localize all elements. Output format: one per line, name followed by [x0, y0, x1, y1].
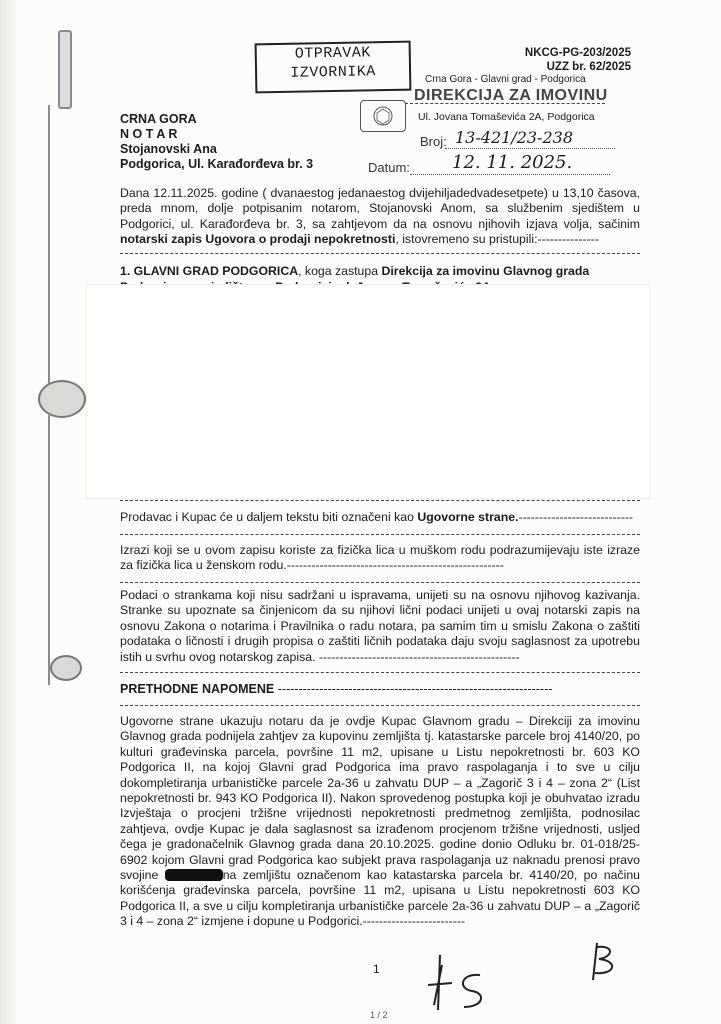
- parties-bold: Ugovorne strane.: [417, 510, 519, 524]
- page-of-total: 1 / 2: [370, 1010, 388, 1020]
- dashed-separator: [120, 500, 640, 501]
- divider: [405, 103, 605, 104]
- prethodne-paragraph: [120, 714, 640, 930]
- signature-initials-1: [420, 945, 500, 1020]
- dashed-separator: [120, 253, 640, 254]
- redacted-area: [86, 284, 650, 499]
- binding-thread: [48, 105, 50, 385]
- heading-text: PRETHODNE NAPOMENE: [120, 682, 275, 696]
- direkcija-subtitle: Crna Gora - Glavni grad - Podgorica: [425, 74, 586, 85]
- stamp-line-2: IZVORNIKA: [290, 63, 376, 82]
- intro-paragraph: [120, 186, 640, 248]
- dashed-separator: [120, 672, 640, 673]
- parties-dashes: ----------------------------: [518, 510, 634, 524]
- binding-hole: [38, 380, 86, 418]
- personal-data-clause: Podaci o strankama koji nisu sadržani u ispravama, unijeti su na osnovu njihovog kazivanja. Stranke su upoznate sa činjenicom da su njihovi lični podaci unijeti u ovaj notarski zapis na osnovu Zakona o notarima i Pravilnika o radu notara, pa samim tim u smislu Zakona o zaštiti podataka o ličnosti i drugih propisa o zaštiti ličnih podataka daju svoju saglasnost za upotrebu istih u svrhu ovog notarskog zapisa. -------------------------------------------------: [120, 588, 640, 664]
- binding-thread: [48, 415, 50, 685]
- staple: [58, 30, 72, 109]
- coat-of-arms-seal: [360, 100, 406, 132]
- notary-country: CRNA GORA: [120, 112, 197, 126]
- direkcija-address: Ul. Jovana Tomaševića 2A, Podgorica: [418, 111, 595, 123]
- intro-text: Dana 12.11.2025. godine ( dvanaestog jedanaestog dvijehiljadedvadesetpete) u 13,10 časova, preda mnom, dolje potpisanim notarom, Stojanovski Anom, sa službenim sjedištem u Podgorici, ul. Karađorđeva br. 3, sa zahtjevom da na osnovu njihovih izjava volja, sačinim: [120, 186, 640, 231]
- party-1-paragraph: [120, 264, 640, 280]
- dashed-separator: [120, 534, 640, 535]
- prethodne-napomene-heading: [120, 682, 552, 696]
- broj-handwritten-value: 13-421/23-238: [455, 128, 573, 147]
- divider: [445, 148, 615, 149]
- reference-uzz: UZZ br. 62/2025: [546, 61, 631, 73]
- page-number: 1: [373, 962, 380, 976]
- parties-text: Prodavac i Kupac će u daljem tekstu biti označeni kao: [120, 510, 418, 524]
- redacted-name-blackout: [165, 869, 223, 881]
- prethodne-text-1: Ugovorne strane ukazuju notaru da je ovdje Kupac Glavnom gradu – Direkciji za imovinu Glavnog grada podnijela zahtjev za kupovinu zemljišta tj. katastarske parcele broj 4140/20, po kulturi građevinska parcela, površine 11 m2, upisane u Listu nepokretnosti br. 603 KO Podgorica II, na kojoj Glavni grad Podgorica ima pravo raspolaganja i to sve u cilju dokompletiranja urbanističke parcele 2a-36 u zahvatu DUP – a „Zagorič 3 i 4 – zona 2“ (List nepokretnosti br. 943 KO Podgorica II). Nakon sprovedenog postupka koji je obuhvatao izradu Izvještaja o procjeni tržišne vrijednosti nepokretnosti predmetnog zemljišta, podnosilac zahtjeva, ovdje Kupac je dala saglasnost sa izrađenom procjenom tržišne vrijednosti, usljed čega je gradonačelnik Glavnog grada dana 20.10.2025. godine donio Odluku br. 01-018/25-6902 kojom Glavni grad Podgorica kao subjekt prava raspolaganja uz naknadu prenosi pravo svojine: [120, 714, 640, 883]
- contract-parties-definition: [120, 510, 640, 525]
- datum-handwritten-value: 12. 11. 2025.: [452, 152, 573, 173]
- notary-name: Stojanovski Ana: [120, 142, 217, 156]
- binding-hole: [50, 655, 82, 681]
- dashed-separator: [120, 582, 640, 583]
- reference-numbers: [525, 46, 631, 74]
- notary-header: [120, 112, 313, 172]
- signature-initials-2: [585, 935, 625, 990]
- intro-bold: notarski zapis Ugovora o prodaji nepokretnosti: [120, 232, 396, 247]
- intro-tail: , istovremeno su pristupili:---------------: [395, 232, 599, 247]
- broj-label: Broj:: [420, 134, 447, 149]
- gender-clause: Izrazi koji se u ovom zapisu koriste za fizička lica u muškom rodu podrazumijevaju iste izraze za fizička lica u ženskom rodu.-----------------------------------------------------: [120, 543, 640, 573]
- divider: [410, 174, 610, 175]
- party-1-representative: Direkcija za imovinu Glavnog grada: [381, 264, 590, 278]
- binding-strip: [0, 0, 18, 1024]
- party-1-mid: , koga zastupa: [298, 264, 382, 278]
- stamp-line-1: OTPRAVAK: [294, 44, 371, 63]
- notary-address: Podgorica, Ul. Karađorđeva br. 3: [120, 157, 314, 171]
- dashed-separator: [120, 705, 640, 706]
- prethodne-text-2: na zemljištu označenom kao katastarska parcela br. 4140/20, po načinu korišćenja građevinska parcela, površine 11 m2, upisana u Listu nepokretnosti 603 KO Podgorica II, a sve u cilju kompletiranja urbanističke parcele 2a-36 u zahvatu DUP – a „Zagorič 3 i 4 – zona 2“ izmjene i dopune u Podgorici.-------------------------: [120, 868, 640, 929]
- otpravak-stamp: [255, 41, 412, 94]
- heading-dashes: ------------------------------------------------------------------: [277, 682, 553, 696]
- party-1-name: 1. GLAVNI GRAD PODGORICA: [120, 264, 299, 278]
- datum-label: Datum:: [368, 160, 410, 175]
- notary-title: N O T A R: [120, 127, 178, 141]
- direkcija-title: DIREKCIJA ZA IMOVINU: [414, 87, 608, 104]
- reference-nkcg: NKCG-PG-203/2025: [524, 47, 631, 59]
